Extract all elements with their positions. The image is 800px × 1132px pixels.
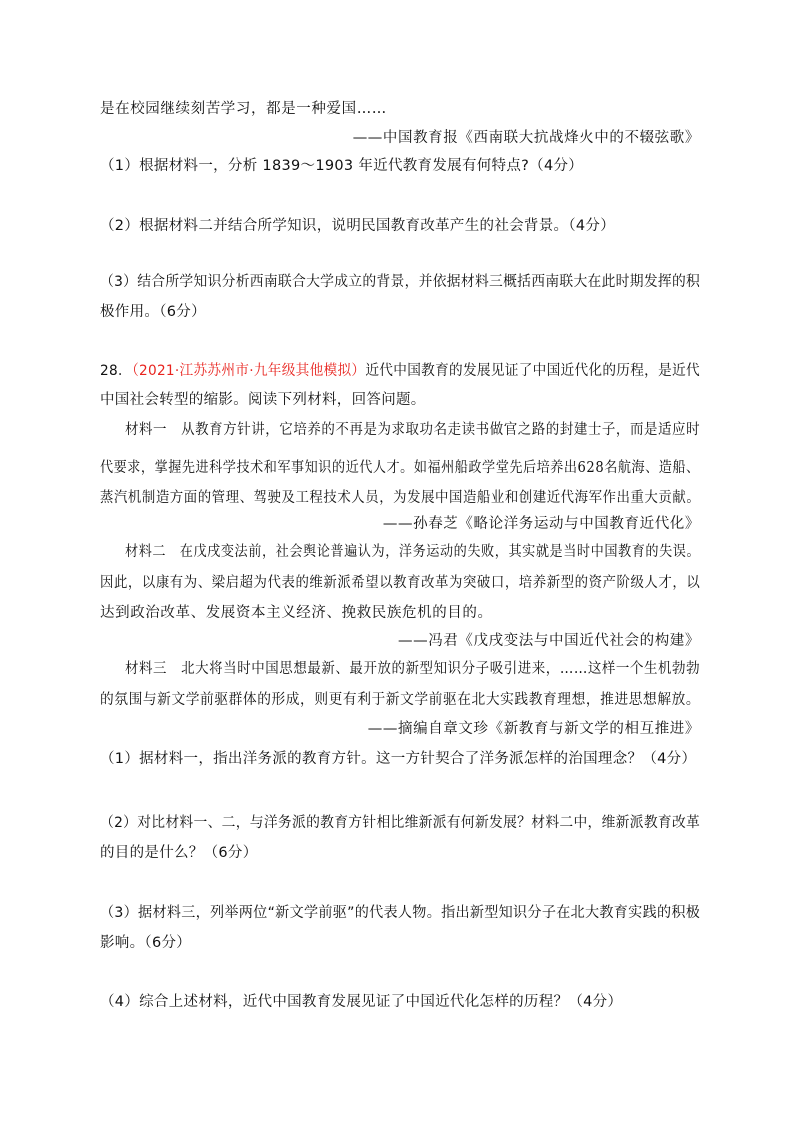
- material3-source: ——摘编自章文珍《新教育与新文学的相互推进》: [367, 721, 700, 737]
- material1-line2: 代要求，掌握先进科学技术和军事知识的近代人才。如福州船政学堂先后培养出628名航海、造船、: [100, 460, 700, 476]
- question-number: 28．: [100, 363, 132, 379]
- q28-sub2-line2: 的目的是什么？（6分）: [100, 845, 258, 861]
- material2-line3: 达到政治改革、发展资本主义经济、挽救民族危机的目的。: [100, 605, 493, 621]
- material3-line2: 的氛围与新文学前驱群体的形成，则更有利于新文学前驱在北大实践教育理想，推进思想解放。: [100, 692, 701, 708]
- material2-line1: 材料二 在戊戌变法前，社会舆论普遍认为，洋务运动的失败，其实就是当时中国教育的失误。: [125, 544, 701, 560]
- material3-line1: 材料三 北大将当时中国思想最新、最开放的新型知识分子吸引进来，……这样一个生机勃勃: [125, 661, 701, 677]
- material1-line1: 材料一 从教育方针讲，它培养的不再是为求取功名走读书做官之路的封建士子，而是适应时: [125, 422, 701, 438]
- q27-sub1: （1）根据材料一，分析 1839～1903 年近代教育发展有何特点?（4分）: [100, 158, 584, 174]
- q28-stem-line1: [100, 364, 700, 379]
- material1-source: ——孙春芝《略论洋务运动与中国教育近代化》: [382, 516, 700, 532]
- question-stem: 近代中国教育的发展见证了中国近代化的历程，是近代: [365, 363, 700, 379]
- material2-line2: 因此，以康有为、梁启超为代表的维新派希望以教育改革为突破口，培养新型的资产阶级人才，以: [100, 575, 701, 591]
- material-source: ——中国教育报《西南联大抗战烽火中的不辍弦歌》: [352, 130, 700, 146]
- q28-sub3-line1: （3）据材料三，列举两位“新文学前驱”的代表人物。指出新型知识分子在北大教育实践的积极: [100, 905, 701, 921]
- q27-sub2: （2）根据材料二并结合所学知识，说明民国教育改革产生的社会背景。（4分）: [100, 218, 615, 234]
- q28-sub4: （4）综合上述材料，近代中国教育发展见证了中国近代化怎样的历程？（4分）: [100, 994, 623, 1010]
- q27-sub3-line1: （3）结合所学知识分析西南联合大学成立的背景，并依据材料三概括西南联大在此时期发挥的积: [100, 274, 701, 290]
- q28-sub2-line1: （2）对比材料一、二，与洋务派的教育方针相比维新派有何新发展？材料二中，维新派教育改革: [100, 815, 701, 831]
- question-source-tag: （2021·江苏苏州市·九年级其他模拟）: [131, 363, 366, 379]
- material2-source: ——冯君《戊戌变法与中国近代社会的构建》: [398, 633, 700, 649]
- q28-sub3-line2: 影响。（6分）: [100, 935, 192, 951]
- q27-sub3-line2: 极作用。（6分）: [100, 304, 206, 320]
- q28-sub1: （1）据材料一，指出洋务派的教育方针。这一方针契合了洋务派怎样的治国理念？（4分）: [100, 751, 697, 767]
- material1-line3: 蒸汽机制造方面的管理、驾驶及工程技术人员，为发展中国造船业和创建近代海军作出重大贡献。: [100, 490, 701, 506]
- q28-stem-line2: 中国社会转型的缩影。阅读下列材料，回答问题。: [100, 392, 426, 408]
- material-continuation-line: 是在校园继续刻苦学习，都是一种爱国……: [100, 101, 387, 117]
